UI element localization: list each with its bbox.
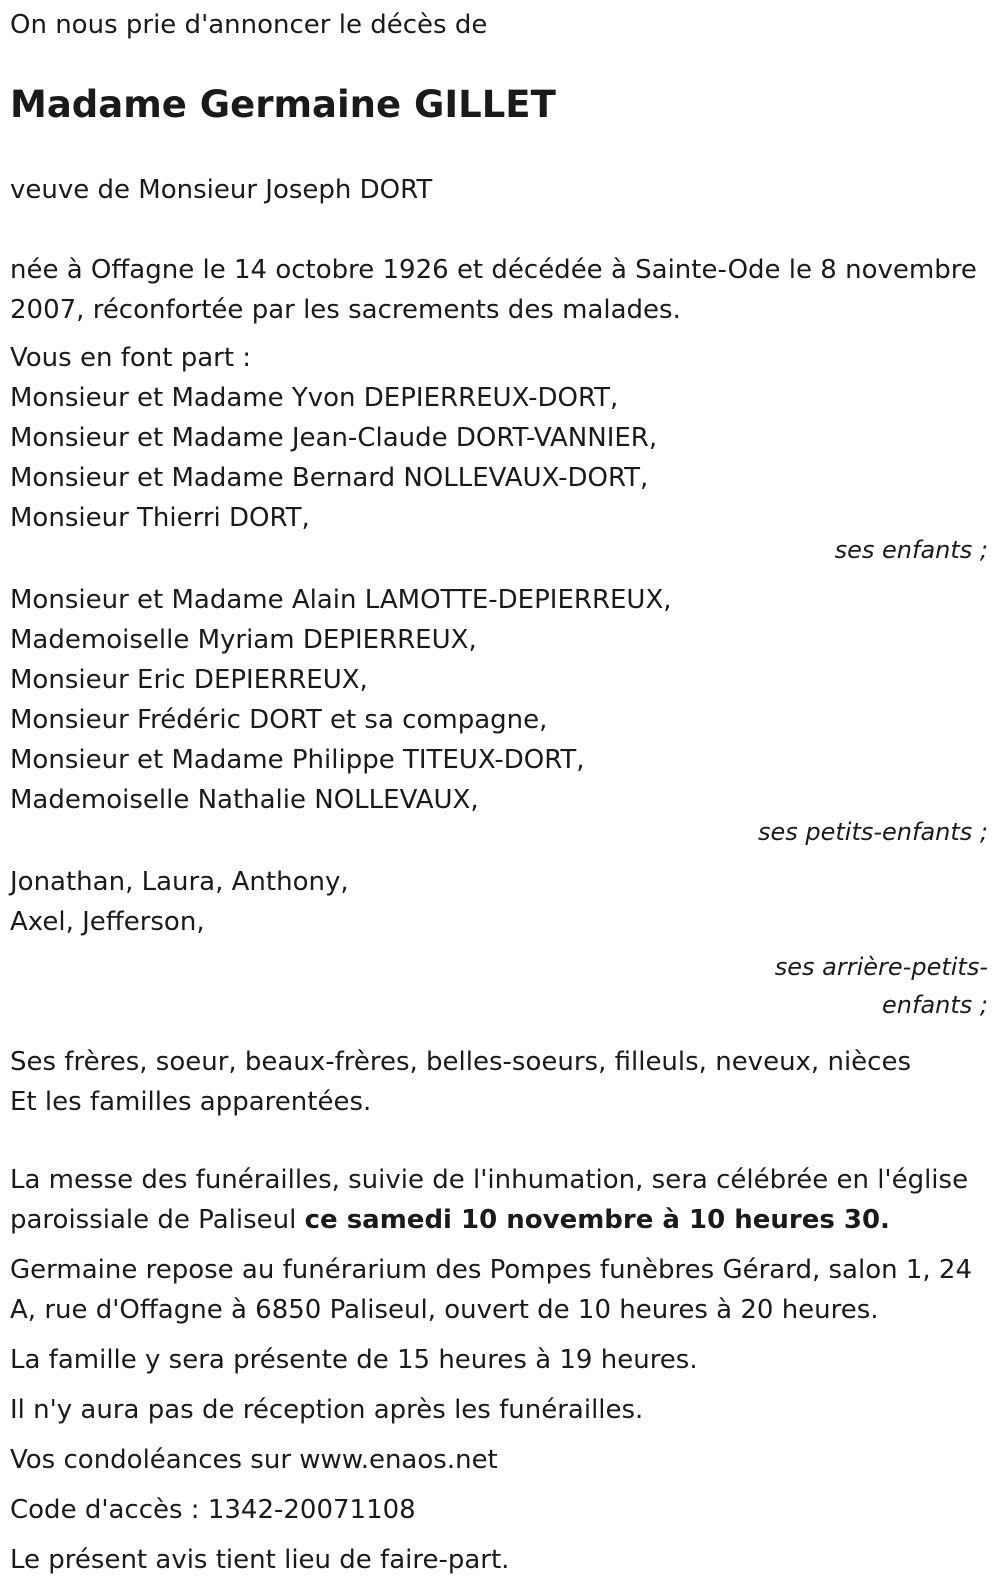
deceased-name: Madame Germaine GILLET — [10, 83, 556, 126]
mass-text — [10, 1160, 990, 1240]
list-item: Et les familles apparentées. — [10, 1087, 372, 1117]
condolences-text: Vos condoléances sur www.enaos.net — [10, 1445, 498, 1475]
funeral-home-text: Germaine repose au funérarium des Pompes funèbres Gérard, salon 1, 24 A, rue d'Offagne à 6850 Paliseul, ouvert de 10 heures à 20 heures. — [10, 1255, 972, 1325]
notice-text: Le présent avis tient lieu de faire-part. — [10, 1545, 510, 1575]
grandchildren-block — [10, 580, 990, 820]
no-reception-text: Il n'y aura pas de réception après les funérailles. — [10, 1395, 644, 1425]
list-item: Monsieur et Madame Philippe TITEUX-DORT, — [10, 745, 585, 775]
widow-of-text: veuve de Monsieur Joseph DORT — [10, 175, 433, 205]
list-item: Mademoiselle Myriam DEPIERREUX, — [10, 625, 477, 655]
mass-date: ce samedi 10 novembre à 10 heures 30. — [304, 1205, 890, 1235]
list-item: Monsieur Thierri DORT, — [10, 503, 310, 533]
grandchildren-label: ses petits-enfants ; — [757, 818, 988, 846]
list-item: Axel, Jefferson, — [10, 907, 205, 937]
list-item: Ses frères, soeur, beaux-frères, belles-soeurs, filleuls, neveux, nièces — [10, 1047, 911, 1077]
access-code-text: Code d'accès : 1342-20071108 — [10, 1495, 416, 1525]
list-item: Monsieur et Madame Yvon DEPIERREUX-DORT, — [10, 383, 619, 413]
list-item: Monsieur Frédéric DORT et sa compagne, — [10, 705, 548, 735]
list-item: Mademoiselle Nathalie NOLLEVAUX, — [10, 785, 479, 815]
list-item: Monsieur Eric DEPIERREUX, — [10, 665, 368, 695]
list-item: Jonathan, Laura, Anthony, — [10, 867, 349, 897]
families-block — [10, 1042, 990, 1122]
great-grandchildren-block — [10, 862, 990, 942]
birth-death-text: née à Offagne le 14 octobre 1926 et décédée à Sainte-Ode le 8 novembre 2007, réconfortée par les sacrements des malades. — [10, 255, 977, 325]
intro-text: On nous prie d'annoncer le décès de — [10, 10, 488, 40]
list-item: Monsieur et Madame Alain LAMOTTE-DEPIERREUX, — [10, 585, 672, 615]
children-label: ses enfants ; — [834, 536, 988, 564]
family-presence-text: La famille y sera présente de 15 heures à 19 heures. — [10, 1345, 698, 1375]
list-item: Monsieur et Madame Jean-Claude DORT-VANNIER, — [10, 423, 658, 453]
mass-details: La messe des funérailles, suivie de l'inhumation, sera célébrée en l'église paroissiale de Paliseul — [10, 1165, 969, 1235]
announcers-intro: Vous en font part : — [10, 343, 252, 373]
list-item: Monsieur et Madame Bernard NOLLEVAUX-DORT, — [10, 463, 649, 493]
great-grandchildren-label: ses arrière-petits-enfants ; — [774, 953, 988, 1019]
announcers-block — [10, 338, 990, 538]
